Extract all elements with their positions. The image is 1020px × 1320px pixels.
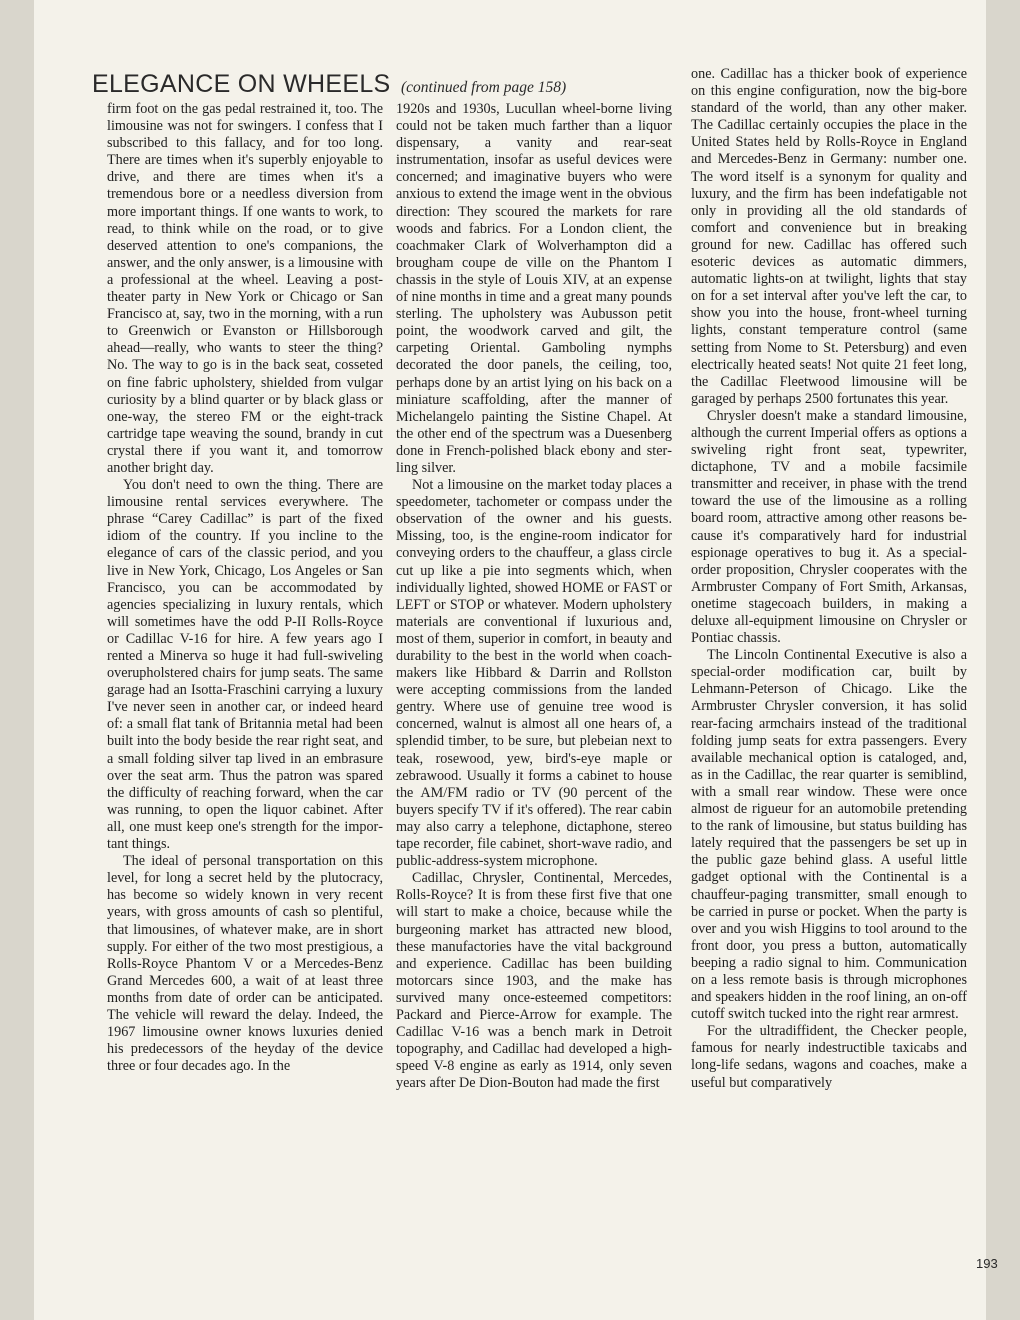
continued-note: (continued from page 158) bbox=[401, 79, 567, 96]
page-number: 193 bbox=[976, 1256, 998, 1271]
paragraph: The ideal of personal transportation on this level, for long a secret held by the plutocracy, has become so widely known in very recent years, with gross amounts of cash so plentiful, that limousines, of whatever make, are in short supply. For either of the two most prestigious, a Rolls-Royce Phantom V or a Mercedes-Benz Grand Mercedes 600, a wait of at least three months from date of order can be anticipated. The vehicle will reward the delay. Indeed, the 1967 limousine owner knows luxuries denied his predecessors of the heyday of the device three or four decades ago. In the bbox=[107, 853, 383, 1075]
text-column-3 bbox=[691, 66, 967, 1281]
text-column-1 bbox=[107, 101, 383, 1281]
paragraph: one. Cadillac has a thicker book of experience on this engine configuration, now the big-bore standard of the world, than any other maker. The Cadillac certainly occupies the place in the United States held by Rolls-Royce in England and Mercedes-Benz in Germany: number one. The word itself is a synonym for quality and luxury, and the firm has been indefatigable not only in providing all the old standards of comfort and convenience but in breaking ground for new. Cadillac has offered such esoteric devices as automatic dimmers, automatic lights-on at twilight, lights that stay on for a set interval after you've left the car, to show you into the house, front-wheel turning lights, constant temperature control (same setting from Nome to St. Petersburg) and even electrically heated seats! Not quite 21 feet long, the Cadillac Fleetwood limousine will be garaged by perhaps 2500 fortunates this year. bbox=[691, 66, 967, 407]
article-title: ELEGANCE ON WHEELS bbox=[92, 70, 391, 98]
text-column-2 bbox=[396, 101, 672, 1281]
paragraph: firm foot on the gas pedal restrained it, too. The limousine was not for swingers. I confess that I subscribed to this fallacy, and for too long. There are times when it's superbly enjoyable to drive, and there are times when it's a tremendous bore or a needless diversion from more important things. If one wants to work, to read, to think while on the road, or to give deserved attention to one's companions, the answer, and the only answer, is a limousine with a professional at the wheel. Leaving a post-theater party in New York or Chicago or San Francisco at, say, two in the morning, with a run to Greenwich or Evanston or Hillsborough ahead—really, who wants to steer the thing? No. The way to go is in the back seat, cosseted on fine fabric upholstery, shielded from vulgar curiosity by a blind quarter or by black glass or one-way, the stereo FM or the eight-track cartridge tape weaving the sound, brandy in cut crystal there if you want it, and tomorrow another bright day. bbox=[107, 101, 383, 476]
paragraph: Cadillac, Chrysler, Continental, Mercedes, Rolls-Royce? It is from these first five that one will start to make a choice, because while the burgeoning market has attracted new blood, these manufactories have the vital background and experience. Cadillac has been building motorcars since 1903, and the make has survived many once-esteemed competitors: Packard and Pierce-Arrow for example. The Cadillac V-16 was a bench mark in Detroit topography, and Cadillac had developed a high-speed V-8 engine as early as 1914, only seven years after De Dion-Bouton had made the first bbox=[396, 870, 672, 1092]
paragraph: 1920s and 1930s, Lucullan wheel-borne living could not be taken much farther than a liquor dispensary, a vanity and rear-seat instrumentation, insofar as useful devices were concerned; and imaginative buyers who were anxious to extend the image went in the obvious direction: They scoured the markets for rare woods and fabrics. For a London client, the coachmaker Clark of Wolverhampton did a brougham coupe de ville on the Phantom I chassis in the style of Louis XIV, at an expense of nine months in time and a great many pounds sterling. The upholstery was Aubusson petit point, the woodwork carved and gilt, the carpeting Oriental. Gamboling nymphs decorated the door panels, the ceiling, too, perhaps done by an artist lying on his back on a miniature scaffolding, after the manner of Michelangelo painting the Sistine Chapel. At the other end of the spectrum was a Duesenberg done in French-polished black ebony and sterling silver. bbox=[396, 101, 672, 476]
magazine-page bbox=[34, 0, 998, 1320]
paragraph: The Lincoln Continental Executive is also a special-order modification car, built by Lehmann-Peterson of Chicago. Like the Armbruster Chrysler conversion, it has solid rear-facing armchairs instead of the traditional folding jump seats for extra passengers. Every available mechanical option is cataloged, and, as in the Cadillac, the rear quarter is semiblind, with a small rear window. These were once almost de rigueur for an automobile pretending to the rank of limousine, but status building has lately required that the passengers be set up in the public gaze behind glass. A useful little gadget optional with the Continental is a chauffeur-paging transmitter, small enough to be carried in purse or pocket. When the party is over and you wish Higgins to tool around to the front door, you press a button, automatically beeping a radio signal to him. Communication on a less remote basis is through microphones and speakers hidden in the roof lining, an on-off cutoff switch tucked into the right rear armrest. bbox=[691, 647, 967, 1023]
paragraph: Chrysler doesn't make a standard limousine, although the current Imperial offers as options a swiveling right front seat, typewriter, dictaphone, TV and a mobile facsimile transmitter and receiver, in phase with the trend toward the use of the limousine as a rolling board room, attractive among other reasons because it's comparatively hard for industrial espionage operatives to bug it. As a special-order proposition, Chrysler cooperates with the Armbruster Company of Fort Smith, Arkansas, onetime stagecoach builders, in making a deluxe all-equipment limousine on Chrysler or Pontiac chassis. bbox=[691, 407, 967, 647]
paragraph: For the ultradiffident, the Checker people, famous for nearly indestructible taxicabs and long-life sedans, wagons and coaches, make a useful but comparatively bbox=[691, 1023, 967, 1091]
paragraph: You don't need to own the thing. There are limousine rental services everywhere. The phrase “Carey Cadillac” is part of the fixed idiom of the country. If you incline to the elegance of cars of the classic period, and you live in New York, Chicago, Los Angeles or San Francisco, you can be accommodated by agencies specializing in luxury rentals, which will sometimes have the odd P-II Rolls-Royce or Cadillac V-16 for hire. A few years ago I rented a Minerva so huge it had full-swiveling overupholstered chairs for jump seats. The same garage had an Isotta-Fraschini carrying a luxury I've never seen in another car, or indeed heard of: a small flat tank of Britannia metal had been built into the body beside the rear right seat, and a small folding silver tap lived in an embrasure over the seat arm. Thus the patron was spared the difficulty of reaching forward, when the car was running, to open the liquor cabinet. After all, one must keep one's strength for the important things. bbox=[107, 477, 383, 853]
paragraph: Not a limousine on the market today places a speedometer, tachometer or compass under the observation of the owner and his guests. Missing, too, is the engine-room indicator for conveying orders to the chauffeur, a glass circle cut up like a pie into segments which, when individually lighted, showed HOME or FAST or LEFT or STOP or whatever. Modern upholstery materials are conventional if luxurious and, most of them, superior in comfort, in beauty and durability to the best in the world when coachmakers like Hibbard & Darrin and Rollston were accepting commissions from the landed gentry. Where use of genuine tree wood is concerned, walnut is almost all one hears of, a splendid timber, to be sure, but plebeian next to teak, rosewood, yew, bird's-eye maple or zebrawood. Usually it forms a cabinet to house the AM/FM radio or TV (90 percent of the buyers specify TV if it's offered). The rear cabin may also carry a telephone, dictaphone, stereo tape recorder, file cabinet, short-wave radio, and public-address-system microphone. bbox=[396, 477, 672, 870]
